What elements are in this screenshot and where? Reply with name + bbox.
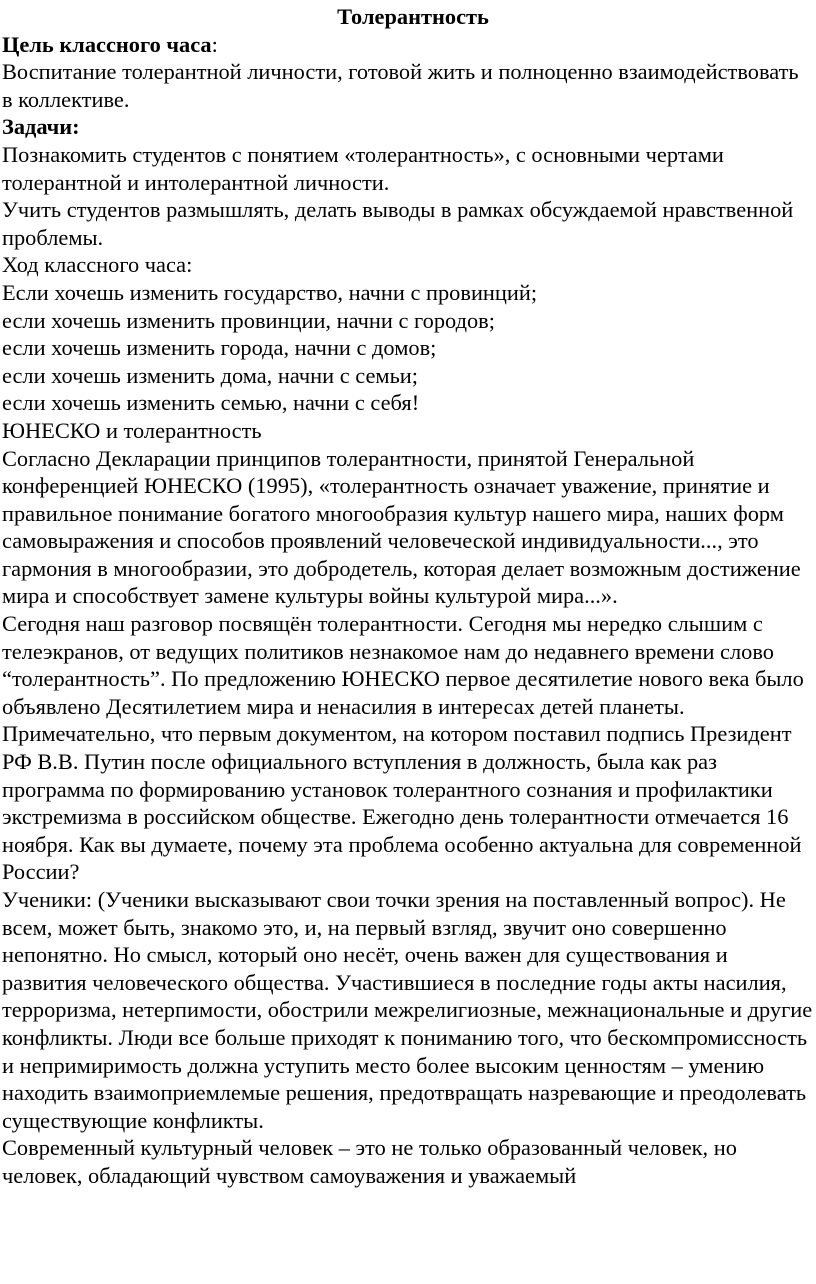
paragraph: Ученики: (Ученики высказывают свои точки зрения на поставленный вопрос). Не всем, может быть, знакомо это, и, на первый взгляд, звучит оно совершенно непонятно. Но смысл, который оно несёт, очень важен для существования и развития человеческого общества. Участившиеся в последние годы акты насилия, терроризма, нетерпимости, обострили межрелигиозные, межнациональные и другие конфликты. Люди все больше приходят к пониманию того, что бескомпромиссность и непримиримость должна уступить место более высоким ценностям – умению находить взаимоприемлемые решения, предотвращать назревающие и преодолевать существующие конфликты. bbox=[2, 887, 813, 1133]
task-item: Учить студентов размышлять, делать выводы в рамках обсуждаемой нравственной проблемы. bbox=[2, 197, 794, 250]
epigraph-line: Если хочешь изменить государство, начни с провинций; bbox=[2, 279, 538, 305]
paragraph: Современный культурный человек – это не только образованный человек, но человек, обладающий чувством самоуважения и уважаемый bbox=[2, 1135, 737, 1188]
epigraph-line: если хочешь изменить города, начни с домов; bbox=[2, 335, 437, 361]
tasks-heading: Задачи: bbox=[2, 114, 80, 140]
epigraph-line: если хочешь изменить провинции, начни с городов; bbox=[2, 307, 495, 333]
epigraph-line: если хочешь изменить семью, начни с себя! bbox=[2, 390, 420, 416]
epigraph-line: если хочешь изменить дома, начни с семьи; bbox=[2, 362, 418, 388]
goal-text: Воспитание толерантной личности, готовой жить и полноценно взаимодействовать в коллективе. bbox=[2, 59, 799, 112]
course-heading: Ход классного часа: bbox=[2, 252, 193, 278]
paragraph: Согласно Декларации принципов толерантности, принятой Генеральной конференцией ЮНЕСКО (1995), «толерантность означает уважение, принятие и правильное понимание богатого многообразия культур нашего мира, наших форм самовыражения и способов проявлений человеческой индивидуальности..., это гармония в многообразии, это добродетель, которая делает возможным достижение мира и способствует замене культуры войны культурой мира...». bbox=[2, 445, 801, 609]
document-page bbox=[2, 0, 814, 1190]
task-item: Познакомить студентов с понятием «толерантность», с основными чертами толерантной и интолерантной личности. bbox=[2, 141, 724, 195]
goal-label: Цель классного часа bbox=[2, 31, 212, 57]
goal-colon: : bbox=[211, 31, 218, 57]
paragraph: Сегодня наш разговор посвящён толерантности. Сегодня мы нередко слышим с телеэкранов, от ведущих политиков незнакомое нам до недавнего времени слово “толерантность”. По предложению ЮНЕСКО первое десятилетие нового века было объявлено Десятилетием мира и ненасилия в интересах детей планеты. Примечательно, что первым документом, на котором поставил подпись Президент РФ В.В. Путин после официального вступления в должность, была как раз программа по формированию установок толерантного сознания и профилактики экстремизма в российском обществе. Ежегодно день толерантности отмечается 16 ноября. Как вы думаете, почему эта проблема особенно актуальна для современной России? bbox=[2, 611, 804, 885]
document-title: Толерантность bbox=[337, 4, 489, 29]
unesco-heading: ЮНЕСКО и толерантность bbox=[2, 417, 262, 443]
goal-heading bbox=[2, 31, 814, 59]
